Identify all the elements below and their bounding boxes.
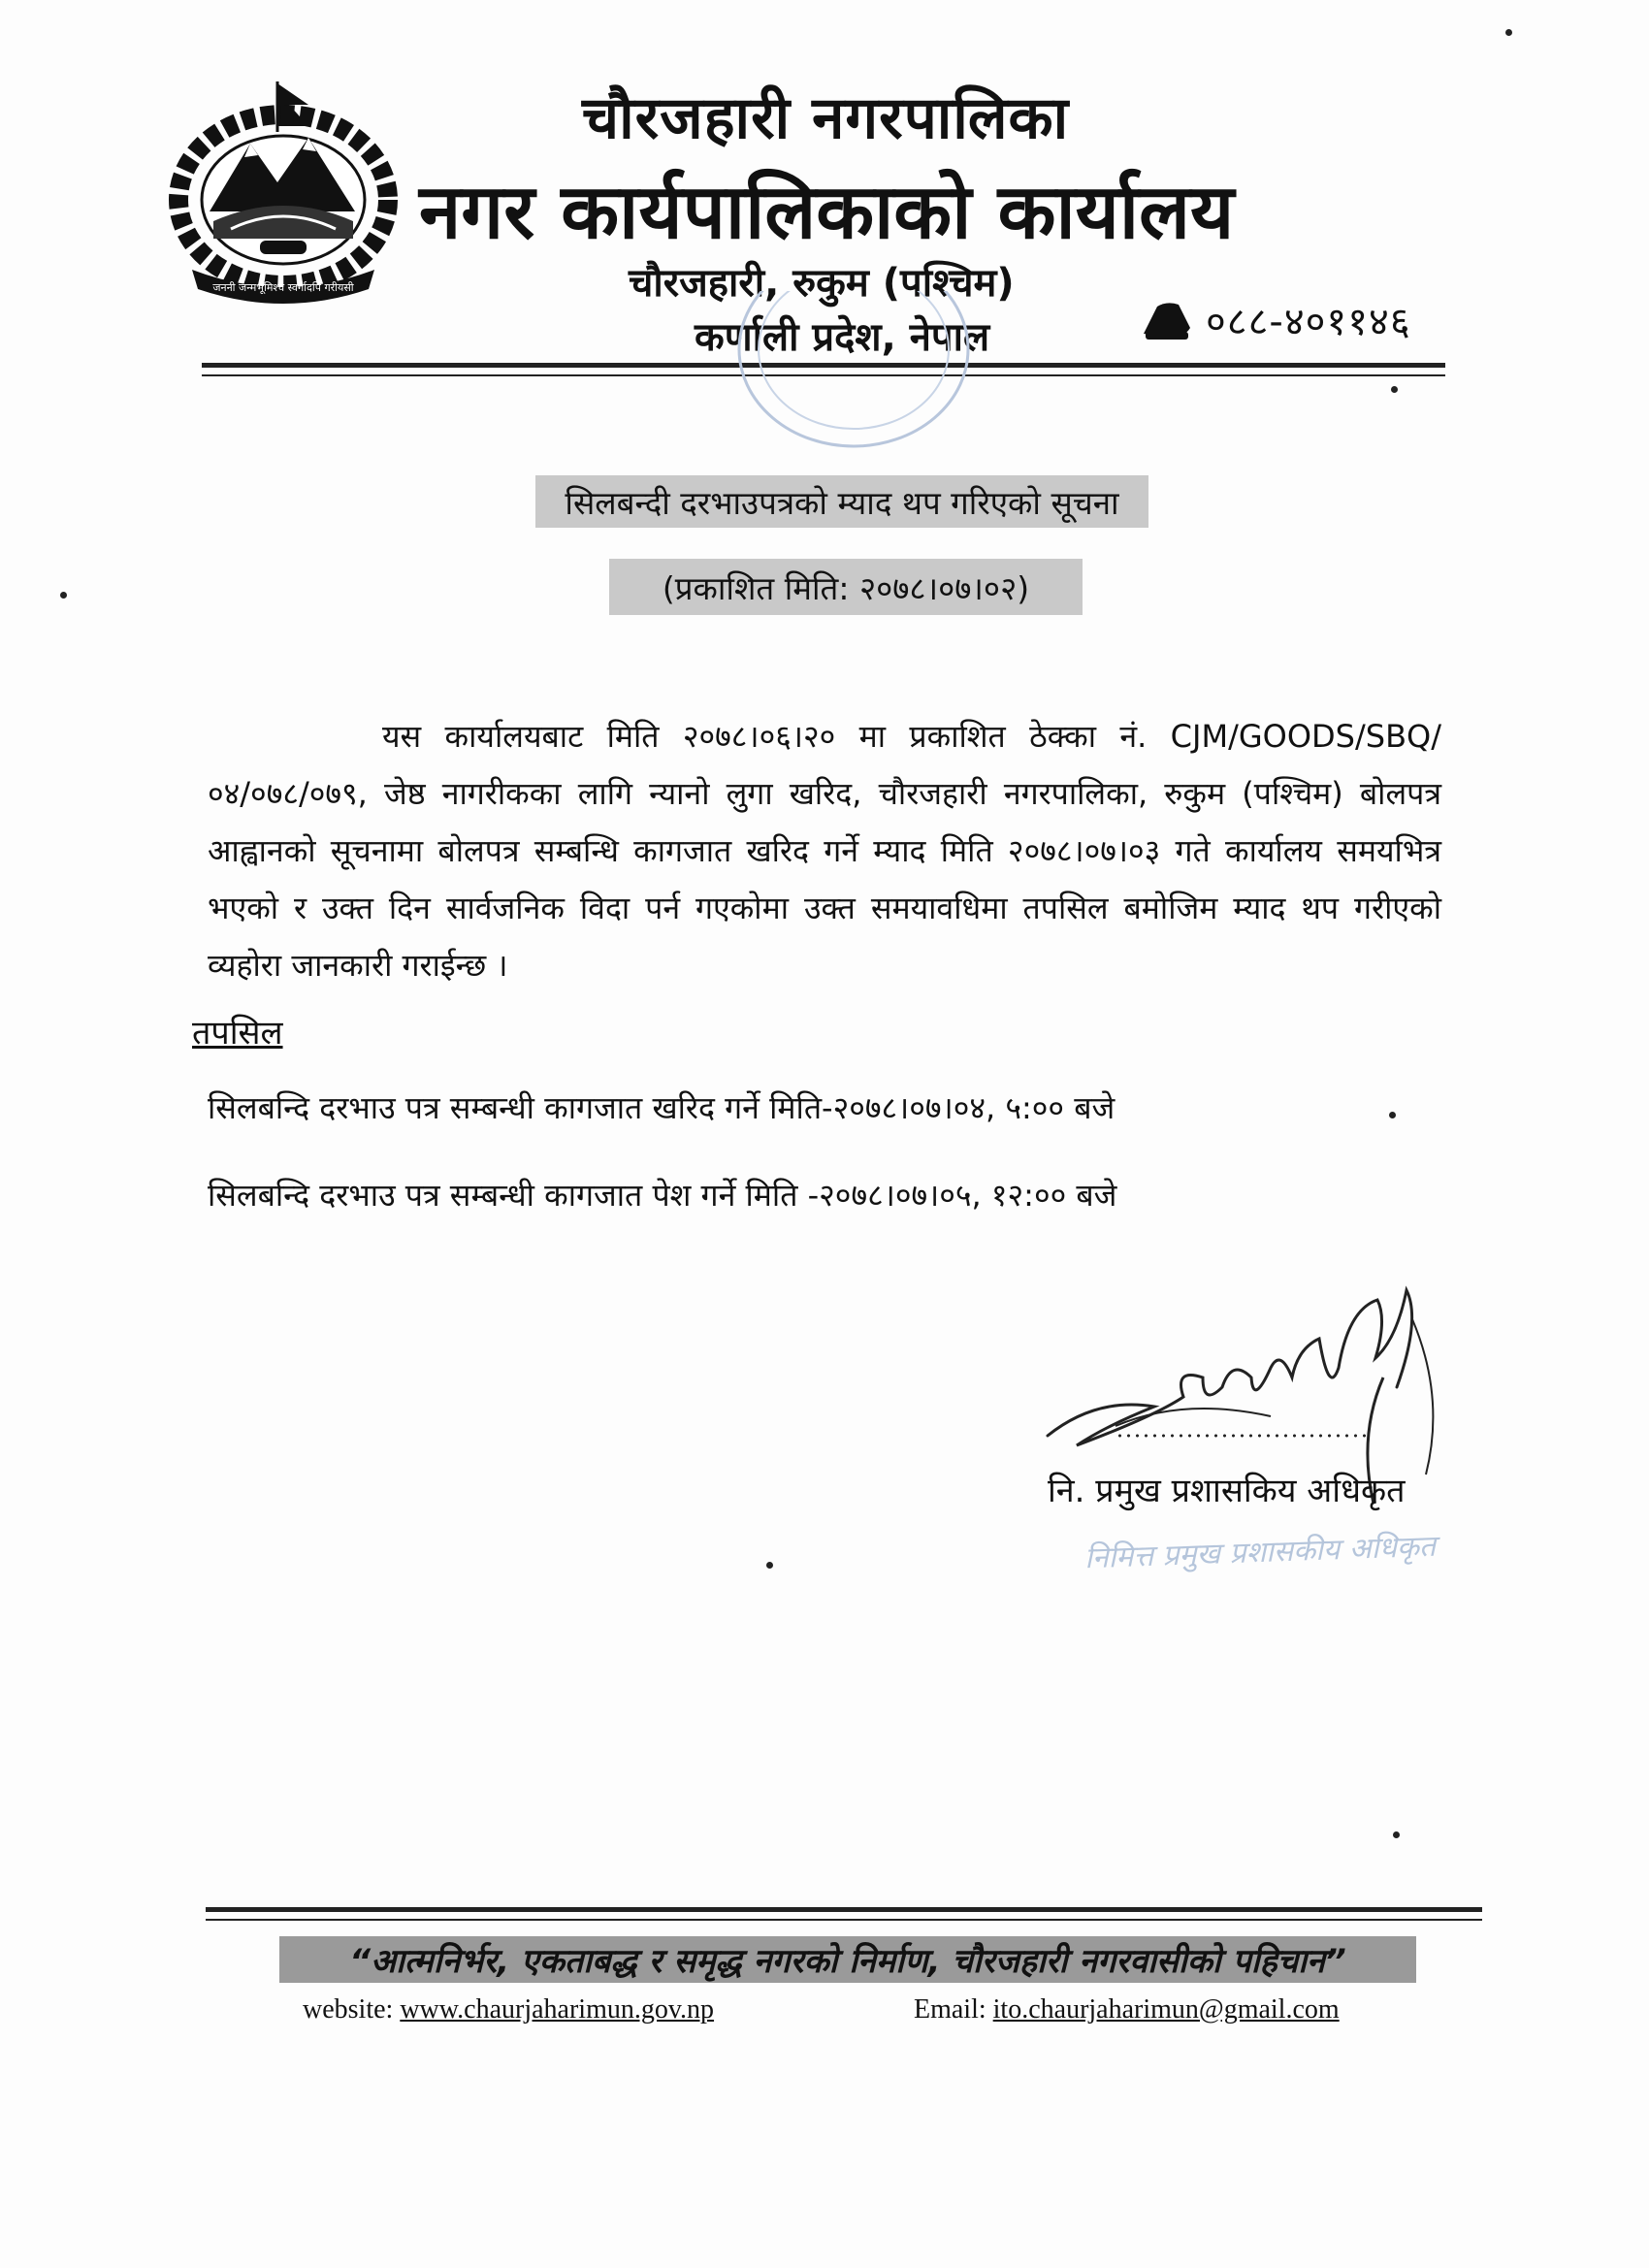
scan-speck: [1393, 1831, 1400, 1838]
publish-date: (प्रकाशित मिति: २०७८।०७।०२): [609, 559, 1083, 615]
email-link[interactable]: ito.chaurjaharimun@gmail.com: [992, 1994, 1340, 2025]
scan-speck: [1391, 386, 1398, 393]
phone-icon: [1140, 299, 1194, 341]
municipality-motto: “आत्मनिर्भर, एकताबद्ध र समृद्ध नगरको निर्माण, चौरजहारी नगरवासीको पहिचान”: [279, 1936, 1416, 1983]
footer-email: [914, 1994, 1340, 2025]
scan-speck: [1389, 1112, 1396, 1118]
nepal-emblem: [163, 76, 404, 308]
address-line-2: कर्णाली प्रदेश, नेपाल: [695, 315, 990, 360]
notice-title: सिलबन्दी दरभाउपत्रको म्याद थप गरिएको सूचना: [535, 475, 1148, 528]
website-label: website:: [303, 1994, 394, 2025]
scan-speck: [60, 592, 67, 599]
submission-deadline-line: सिलबन्दि दरभाउ पत्र सम्बन्धी कागजात पेश गर्ने मिति -२०७८।०७।०५, १२:०० बजे: [208, 1177, 1117, 1214]
footer-website: [303, 1994, 714, 2025]
phone-number: ०८८-४०११४६: [1206, 300, 1411, 344]
footer-rule-thick: [206, 1907, 1482, 1912]
office-seal-stamp: [718, 291, 970, 456]
scan-speck: [1505, 29, 1512, 36]
notice-body-paragraph: यस कार्यालयबाट मिति २०७८।०६।२० मा प्रकाशित ठेक्का नं. CJM/GOODS/SBQ/०४/०७८/०७९, जेष्ठ नागरीकका लागि न्यानो लुगा खरिद, चौरजहारी नगरपालिका, रुकुम (पश्चिम) बोलपत्र आह्वानको सूचनामा बोलपत्र सम्बन्धि कागजात खरिद गर्ने म्याद मिति २०७८।०७।०३ गते कार्यालय समयभित्र भएको र उक्त दिन सार्वजनिक विदा पर्न गएकोमा उक्त समयावधिमा तपसिल बमोजिम म्याद थप गरीएको व्यहोरा जानकारी गराईन्छ ।: [208, 718, 1441, 984]
footer-rule-thin: [206, 1919, 1482, 1921]
website-link[interactable]: www.chaurjaharimun.gov.np: [400, 1994, 715, 2025]
office-name: नगर कार्यपालिकाको कार्यालय: [419, 169, 1235, 256]
municipality-name: चौरजहारी नगरपालिका: [582, 84, 1070, 152]
signatory-stamp: निमित्त प्रमुख प्रशासकीय अधिकृत: [1083, 1529, 1437, 1576]
scan-speck: [766, 1562, 773, 1569]
address-line-1: चौरजहारी, रुकुम (पश्चिम): [629, 261, 1015, 306]
svg-text:जननी जन्मभूमिश्च स्वर्गादपि गर: जननी जन्मभूमिश्च स्वर्गादपि गरीयसी: [212, 281, 354, 294]
purchase-deadline-line: सिलबन्दि दरभाउ पत्र सम्बन्धी कागजात खरिद गर्ने मिति-२०७८।०७।०४, ५:०० बजे: [208, 1089, 1116, 1126]
signature-dotted-line: [1116, 1434, 1368, 1438]
details-heading: तपसिल: [192, 1014, 283, 1053]
email-label: Email:: [914, 1994, 986, 2025]
signatory-title: नि. प्रमुख प्रशासकिय अधिकृत: [1048, 1472, 1406, 1510]
phone-contact: [1140, 293, 1411, 346]
